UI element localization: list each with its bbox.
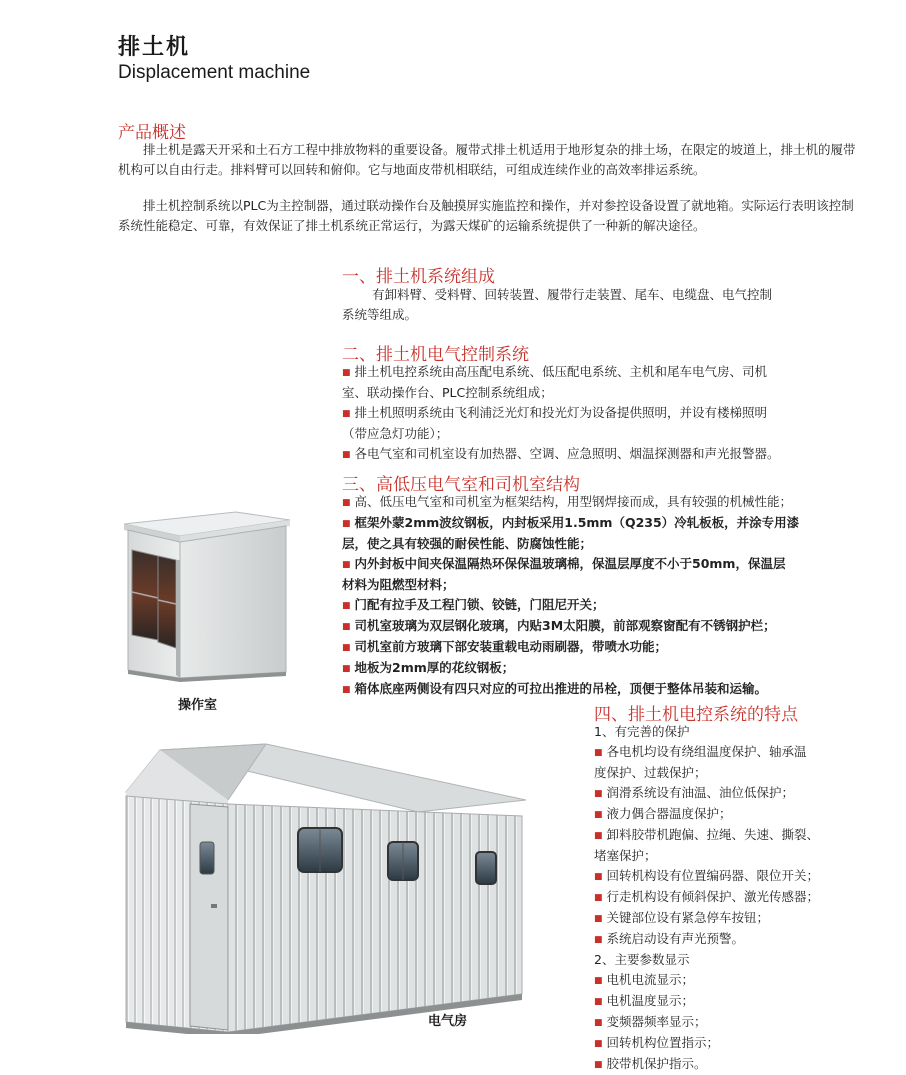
section-4-subheading: 2、主要参数显示: [594, 952, 690, 967]
bullet-icon: ■: [342, 622, 351, 632]
bullet-icon: ■: [594, 748, 603, 758]
overview-paragraph-2: 排土机控制系统以PLC为主控制器，通过联动操作台及触摸屏实施监控和操作，并对参控设备设置了就地箱。实际运行表明该控制系统性能稳定、可靠，有效保证了排土机系统正常运行，为露天煤矿的运输系统提供了一种新的解决途径。: [118, 198, 854, 233]
bullet-icon: ■: [594, 935, 603, 945]
section-2-body: [342, 362, 780, 465]
section-4-line: ■ 各电机均设有绕组温度保护、轴承温: [594, 744, 807, 759]
section-4-line: ■ 回转机构位置指示；: [594, 1035, 720, 1050]
section-3-line: ■ 高、低压电气室和司机室为框架结构，用型钢焊接而成，具有较强的机械性能；: [342, 494, 793, 509]
bullet-icon: ■: [594, 831, 603, 841]
section-4-line: ■ 电机温度显示；: [594, 993, 695, 1008]
section-2-line: （带应急灯功能）；: [342, 426, 449, 441]
bullet-icon: ■: [342, 498, 351, 508]
section-3-line: ■ 门配有拉手及工程门锁、铰链，门阻尼开关；: [342, 597, 605, 612]
bullet-icon: ■: [594, 1060, 603, 1070]
bullet-icon: ■: [342, 368, 351, 378]
page-subtitle: Displacement machine: [118, 62, 311, 83]
section-1-line: 有卸料臂、受料臂、回转装置、履带行走装置、尾车、电缆盘、电气控制: [372, 287, 773, 302]
bullet-icon: ■: [594, 789, 603, 799]
section-4-line: ■ 卸料胶带机跑偏、拉绳、失速、撕裂、: [594, 827, 820, 842]
section-3-line: ■ 箱体底座两侧设有四只对应的可拉出推进的吊栓，顶便于整体吊装和运输。: [342, 681, 768, 696]
bullet-icon: ■: [342, 643, 351, 653]
section-2-heading: 二、排土机电气控制系统: [342, 345, 529, 365]
section-4-line: ■ 系统启动设有声光预警。: [594, 931, 745, 946]
section-4-subheading: 1、有完善的保护: [594, 724, 690, 739]
bullet-icon: ■: [594, 914, 603, 924]
section-3-body: [342, 492, 799, 700]
section-1-body: [342, 285, 772, 325]
electrical-house-caption: 电气房: [428, 1014, 468, 1029]
section-4-body: [594, 722, 819, 1075]
section-4-line: ■ 变频器频率显示；: [594, 1014, 707, 1029]
electrical-house-image: [118, 742, 528, 1034]
bullet-icon: ■: [594, 1018, 603, 1028]
bullet-icon: ■: [342, 664, 351, 674]
section-3-heading: 三、高低压电气室和司机室结构: [342, 475, 580, 495]
section-3-line: ■ 内外封板中间夹保温隔热环保保温玻璃棉，保温层厚度不小于50mm，保温层: [342, 556, 786, 571]
section-3-line: ■ 司机室前方玻璃下部安装重载电动雨刷器，带喷水功能；: [342, 639, 668, 654]
section-2-line: 室、联动操作台、PLC控制系统组成；: [342, 385, 553, 400]
section-3-line: 材料为阻燃型材料；: [342, 577, 455, 592]
section-4-line: ■ 电机电流显示；: [594, 972, 695, 987]
bullet-icon: ■: [342, 450, 351, 460]
section-3-line: ■ 司机室玻璃为双层钢化玻璃，内贴3M太阳膜，前部观察窗配有不锈钢护栏；: [342, 618, 776, 633]
bullet-icon: ■: [594, 872, 603, 882]
bullet-icon: ■: [342, 685, 351, 695]
bullet-icon: ■: [594, 976, 603, 986]
section-3-line: ■ 地板为2mm厚的花纹钢板；: [342, 660, 515, 675]
bullet-icon: ■: [342, 519, 351, 529]
section-4-line: ■ 行走机构设有倾斜保护、激光传感器；: [594, 889, 820, 904]
section-4-line: 度保护、过载保护；: [594, 765, 707, 780]
section-4-line: 堵塞保护；: [594, 848, 657, 863]
section-2-line: ■ 排土机照明系统由飞利浦泛光灯和投光灯为设备提供照明，并设有楼梯照明: [342, 405, 768, 420]
bullet-icon: ■: [594, 997, 603, 1007]
operator-cab-image: [118, 510, 298, 685]
section-4-line: ■ 胶带机保护指示。: [594, 1056, 707, 1071]
section-4-line: ■ 回转机构设有位置编码器、限位开关；: [594, 868, 820, 883]
bullet-icon: ■: [594, 1039, 603, 1049]
section-4-line: ■ 关键部位设有紧急停车按钮；: [594, 910, 770, 925]
section-4-line: ■ 液力偶合器温度保护；: [594, 806, 732, 821]
overview-paragraph-1: 排土机是露天开采和土石方工程中排放物料的重要设备。履带式排土机适用于地形复杂的排土场，在限定的坡道上，排土机的履带机构可以自由行走。排料臂可以回转和俯仰。它与地面皮带机相联结，可组成连续作业的高效率排运系统。: [118, 142, 856, 177]
section-1-heading: 一、排土机系统组成: [342, 267, 495, 287]
section-1-line: 系统等组成。: [342, 307, 418, 322]
operator-cab-caption: 操作室: [178, 698, 218, 713]
section-4-line: ■ 润滑系统设有油温、油位低保护；: [594, 785, 795, 800]
bullet-icon: ■: [342, 409, 351, 419]
page-title: 排土机: [118, 35, 191, 60]
section-3-line: 层，使之具有较强的耐侯性能、防腐蚀性能；: [342, 536, 593, 551]
overview-heading: 产品概述: [118, 123, 186, 143]
section-2-line: ■ 排土机电控系统由高压配电系统、低压配电系统、主机和尾车电气房、司机: [342, 364, 768, 379]
bullet-icon: ■: [342, 601, 351, 611]
section-4-heading: 四、排土机电控系统的特点: [594, 705, 798, 725]
bullet-icon: ■: [594, 810, 603, 820]
section-2-line: ■ 各电气室和司机室设有加热器、空调、应急照明、烟温探测器和声光报警器。: [342, 446, 780, 461]
bullet-icon: ■: [342, 560, 351, 570]
bullet-icon: ■: [594, 893, 603, 903]
section-3-line: ■ 框架外蒙2mm波纹钢板，内封板采用1.5mm（Q235）冷轧板板，并涂专用漆: [342, 515, 800, 530]
